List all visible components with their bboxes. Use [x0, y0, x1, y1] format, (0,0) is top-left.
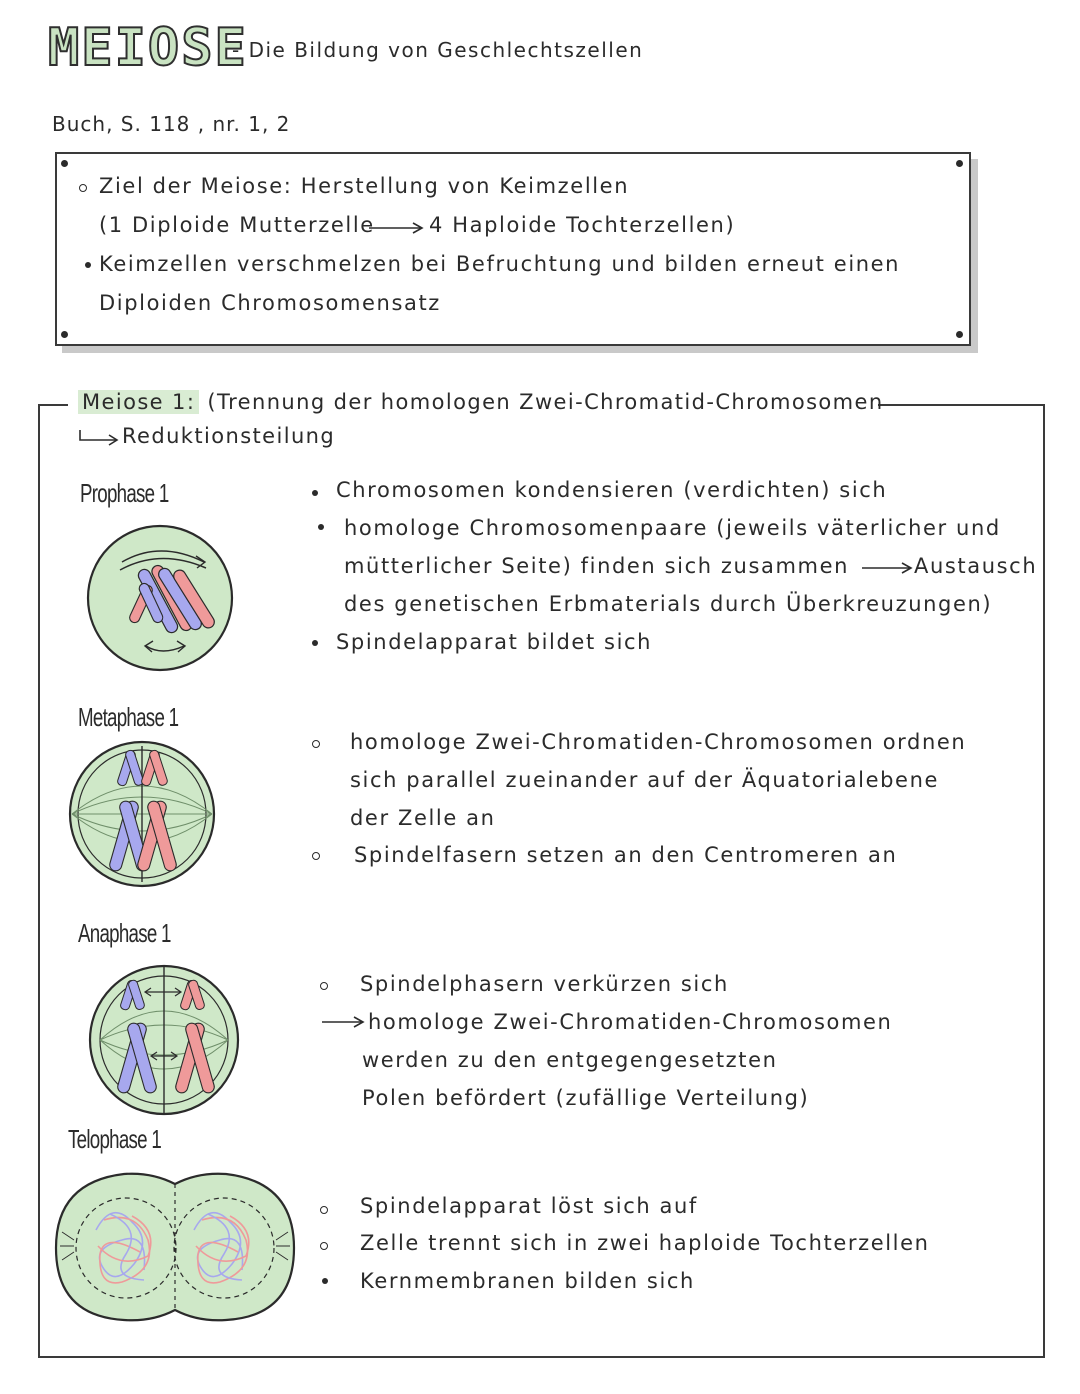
bullet [312, 852, 320, 860]
meiose1-heading-text: (Trennung der homologen Zwei-Chromatid-Chromosomen [207, 390, 884, 414]
prophase-cell-diagram [84, 522, 240, 672]
bullet [322, 1278, 328, 1284]
prophase-text-6: Spindelapparat bildet sich [336, 630, 653, 654]
anaphase-text-1: Spindelphasern verkürzen sich [360, 972, 729, 996]
book-reference: Buch, S. 118 , nr. 1, 2 [52, 112, 291, 136]
telophase-text-3: Kernmembranen bilden sich [360, 1269, 695, 1293]
page-title: MEIOSE [48, 18, 248, 78]
bullet [318, 524, 324, 530]
page-subtitle: - Die Bildung von Geschlechtszellen [232, 38, 644, 62]
phase-label-prophase: Prophase 1 [80, 478, 169, 508]
metaphase-text-1: homologe Zwei-Chromatiden-Chromosomen ordnen [350, 730, 967, 754]
prophase-text-5: des genetischen Erbmaterials durch Überkreuzungen) [344, 592, 993, 616]
goal-box [55, 152, 971, 346]
bullet [320, 1206, 328, 1214]
goal-line-2a: (1 Diploide Mutterzelle [99, 213, 375, 237]
meiose1-heading [78, 390, 884, 414]
prophase-text-2: homologe Chromosomenpaare (jeweils väterlicher und [344, 516, 1001, 540]
phase-label-metaphase: Metaphase 1 [78, 702, 179, 732]
telophase-text-1: Spindelapparat löst sich auf [360, 1194, 698, 1218]
meiose1-label: Meiose 1: [78, 390, 199, 414]
anaphase-text-3: werden zu den entgegengesetzten [362, 1048, 778, 1072]
anaphase-text-4: Polen befördert (zufällige Verteilung) [362, 1086, 810, 1110]
corner-dot [956, 331, 963, 338]
divider [38, 404, 68, 406]
prophase-text-4: Austausch [914, 554, 1038, 578]
telophase-text-2: Zelle trennt sich in zwei haploide Tochterzellen [360, 1231, 930, 1255]
corner-dot [956, 160, 963, 167]
metaphase-text-2: sich parallel zueinander auf der Äquatorialebene [350, 768, 940, 792]
anaphase-cell-diagram [86, 962, 242, 1120]
corner-dot [61, 331, 68, 338]
arrow-right-icon [367, 220, 427, 236]
telophase-cell-diagram [52, 1170, 298, 1324]
divider [878, 404, 1043, 406]
goal-line-3: Keimzellen verschmelzen bei Befruchtung und bilden erneut einen [99, 252, 901, 276]
bullet [320, 1242, 328, 1250]
bullet [79, 184, 87, 192]
anaphase-text-2: homologe Zwei-Chromatiden-Chromosomen [368, 1010, 893, 1034]
goal-line-4: Diploiden Chromosomensatz [99, 291, 441, 315]
arrow-right-icon [860, 560, 916, 576]
bullet [85, 262, 91, 268]
arrow-down-right-icon [76, 428, 122, 448]
goal-line-2b: 4 Haploide Tochterzellen) [429, 213, 736, 237]
bullet [312, 640, 318, 646]
prophase-text-1: Chromosomen kondensieren (verdichten) sich [336, 478, 888, 502]
phase-label-telophase: Telophase 1 [68, 1124, 162, 1154]
phase-label-anaphase: Anaphase 1 [78, 918, 171, 948]
meiose1-subheading: Reduktionsteilung [122, 424, 336, 448]
prophase-text-3: mütterlicher Seite) finden sich zusammen [344, 554, 850, 578]
bullet [312, 490, 318, 496]
metaphase-cell-diagram [66, 740, 220, 888]
bullet [312, 740, 320, 748]
bullet [320, 982, 328, 990]
goal-line-1: Ziel der Meiose: Herstellung von Keimzellen [99, 174, 630, 198]
metaphase-text-4: Spindelfasern setzen an den Centromeren an [354, 843, 898, 867]
arrow-right-icon [320, 1014, 368, 1030]
corner-dot [61, 160, 68, 167]
metaphase-text-3: der Zelle an [350, 806, 496, 830]
